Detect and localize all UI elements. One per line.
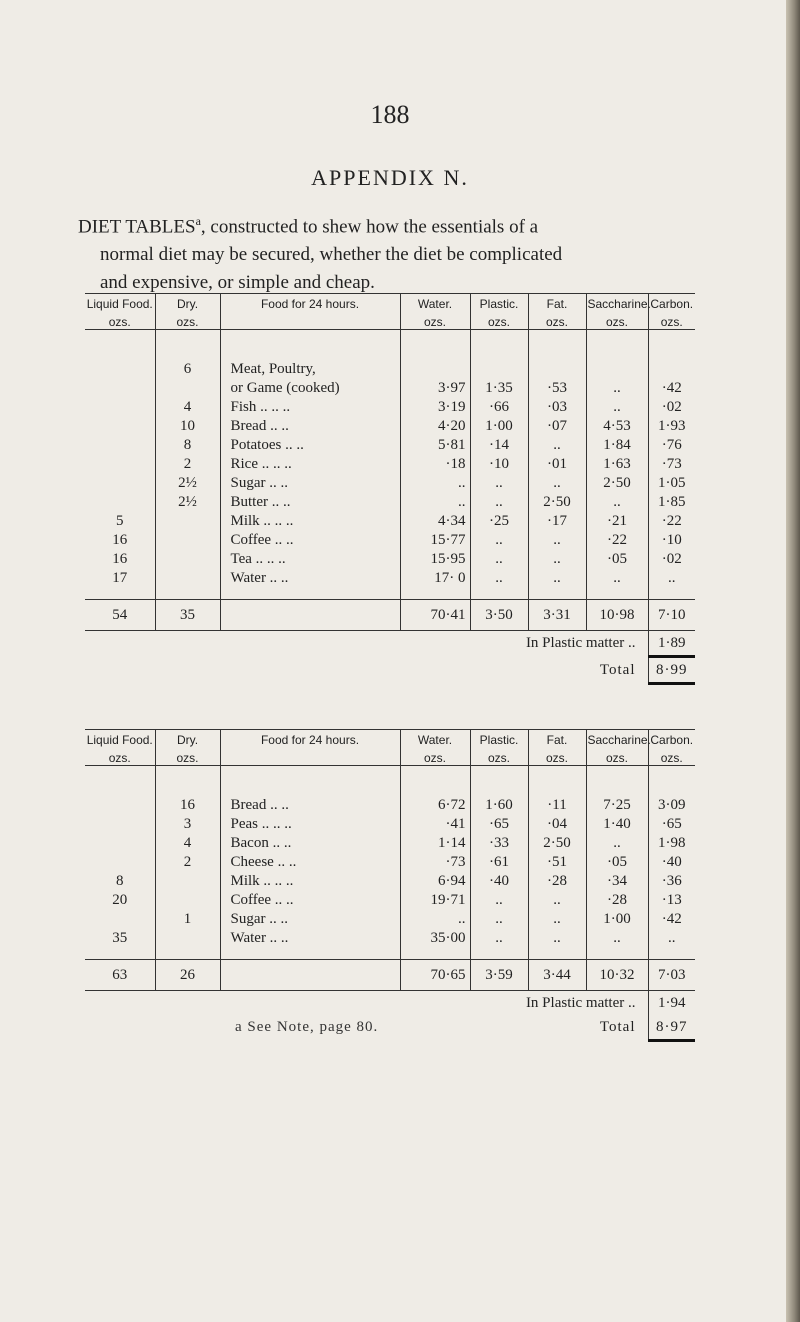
footnote-mark: a bbox=[195, 214, 201, 228]
col-plastic: Plastic. ozs. bbox=[470, 730, 528, 766]
table-row: 6 Meat, Poultry, bbox=[85, 360, 695, 379]
col-food: Food for 24 hours. bbox=[220, 294, 400, 330]
col-saccharine: Saccharine. ozs. bbox=[586, 730, 648, 766]
col-saccharine: Saccharine. ozs. bbox=[586, 294, 648, 330]
table-row: 2½ Butter .. .. .. .. 2·50 .. 1·85 bbox=[85, 493, 695, 512]
footnote: a See Note, page 80. bbox=[235, 1019, 379, 1036]
intro-line-1-rest: , constructed to shew how the essentials of a bbox=[200, 216, 539, 238]
intro-line-3: and expensive, or simple and cheap. bbox=[100, 272, 375, 294]
table-row: 17 Water .. .. 17· 0 .. .. .. .. bbox=[85, 569, 695, 588]
totals-row: 63 26 70·65 3·59 3·44 10·32 7·03 bbox=[85, 960, 695, 991]
intro-line-1 bbox=[78, 207, 700, 241]
table-row: 35 Water .. .. 35·00 .. .. .. .. bbox=[85, 929, 695, 948]
col-dry: Dry. ozs. bbox=[155, 730, 220, 766]
table-row: 2 Cheese .. .. ·73 ·61 ·51 ·05 ·40 bbox=[85, 853, 695, 872]
table-row: 10 Bread .. .. 4·20 1·00 ·07 4·53 1·93 bbox=[85, 417, 695, 436]
table-row: 2½ Sugar .. .. .. .. .. 2·50 1·05 bbox=[85, 474, 695, 493]
diet-table-1 bbox=[85, 293, 695, 685]
table-row: or Game (cooked) 3·97 1·35 ·53 .. ·42 bbox=[85, 379, 695, 398]
col-food: Food for 24 hours. bbox=[220, 730, 400, 766]
intro-line-2: normal diet may be secured, whether the diet be complicated bbox=[100, 244, 563, 266]
diet-table-2 bbox=[85, 729, 695, 1042]
scan-edge bbox=[786, 0, 800, 1322]
col-carbon: Carbon. ozs. bbox=[648, 294, 695, 330]
table-row: 4 Bacon .. .. 1·14 ·33 2·50 .. 1·98 bbox=[85, 834, 695, 853]
page-number: 188 bbox=[370, 100, 410, 129]
col-dry: Dry. ozs. bbox=[155, 294, 220, 330]
table-row: 3 Peas .. .. .. ·41 ·65 ·04 1·40 ·65 bbox=[85, 815, 695, 834]
col-liquid: Liquid Food. ozs. bbox=[85, 730, 155, 766]
grand-total-row: Total 8·99 bbox=[85, 657, 695, 684]
col-fat: Fat. ozs. bbox=[528, 294, 586, 330]
intro-lead: DIET TABLES bbox=[78, 216, 196, 238]
table-row: 2 Rice .. .. .. ·18 ·10 ·01 1·63 ·73 bbox=[85, 455, 695, 474]
plastic-matter-row: In Plastic matter .. 1·94 bbox=[85, 991, 695, 1016]
col-fat: Fat. ozs. bbox=[528, 730, 586, 766]
table-row: 8 Potatoes .. .. 5·81 ·14 .. 1·84 ·76 bbox=[85, 436, 695, 455]
table-row: 16 Bread .. .. 6·72 1·60 ·11 7·25 3·09 bbox=[85, 796, 695, 815]
table-row: 16 Coffee .. .. 15·77 .. .. ·22 ·10 bbox=[85, 531, 695, 550]
totals-row: 54 35 70·41 3·50 3·31 10·98 7·10 bbox=[85, 600, 695, 631]
col-water: Water. ozs. bbox=[400, 294, 470, 330]
col-water: Water. ozs. bbox=[400, 730, 470, 766]
table-row: 16 Tea .. .. .. 15·95 .. .. ·05 ·02 bbox=[85, 550, 695, 569]
col-liquid: Liquid Food. ozs. bbox=[85, 294, 155, 330]
grand-total-row: a See Note, page 80. Total 8·97 bbox=[85, 1015, 695, 1041]
intro-paragraph bbox=[78, 207, 700, 297]
col-plastic: Plastic. ozs. bbox=[470, 294, 528, 330]
plastic-matter-row: In Plastic matter .. 1·89 bbox=[85, 631, 695, 657]
table-row: 4 Fish .. .. .. 3·19 ·66 ·03 .. ·02 bbox=[85, 398, 695, 417]
table-row: 5 Milk .. .. .. 4·34 ·25 ·17 ·21 ·22 bbox=[85, 512, 695, 531]
table-row: 1 Sugar .. .. .. .. .. 1·00 ·42 bbox=[85, 910, 695, 929]
appendix-title: APPENDIX N. bbox=[311, 165, 469, 190]
table-row: 8 Milk .. .. .. 6·94 ·40 ·28 ·34 ·36 bbox=[85, 872, 695, 891]
table-row: 20 Coffee .. .. 19·71 .. .. ·28 ·13 bbox=[85, 891, 695, 910]
col-carbon: Carbon. ozs. bbox=[648, 730, 695, 766]
